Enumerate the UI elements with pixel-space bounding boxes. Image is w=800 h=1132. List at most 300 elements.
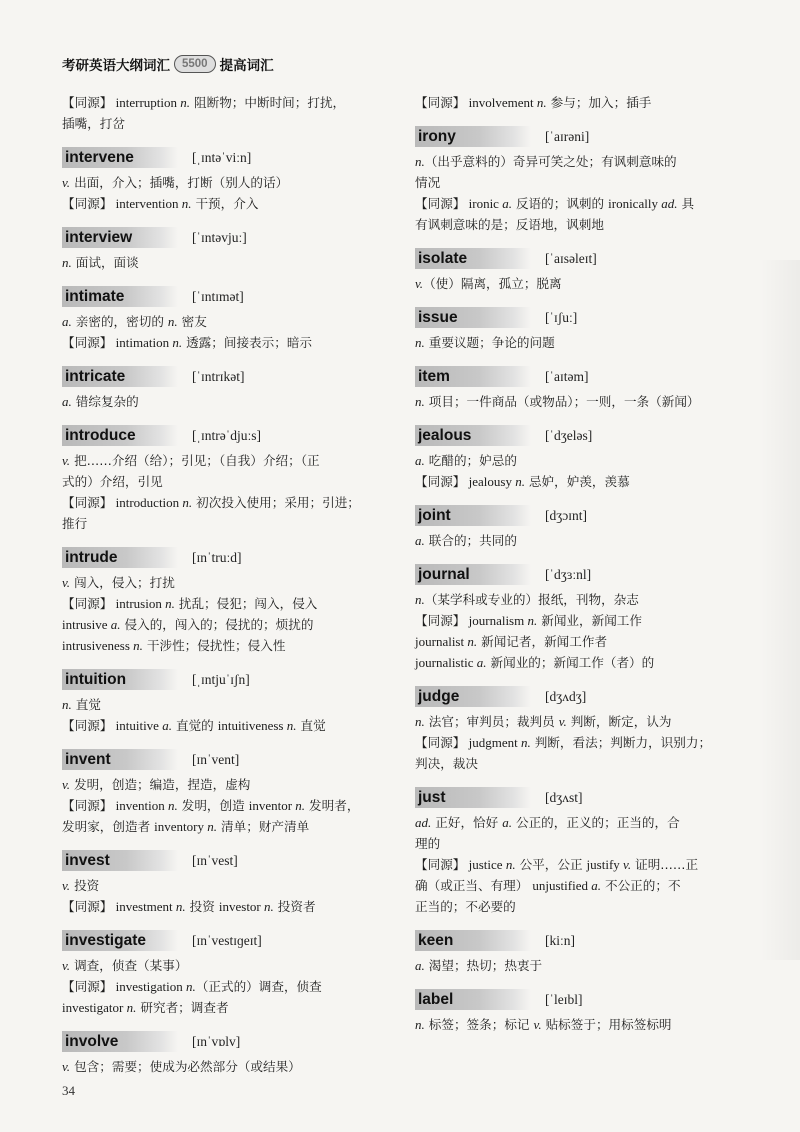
headword: intrude xyxy=(62,547,178,568)
cognate-tag: 【同源】 xyxy=(415,196,466,211)
chinese-gloss: 反语的；讽刺的 xyxy=(511,196,609,211)
headword: invent xyxy=(62,749,178,770)
part-of-speech: n. xyxy=(165,596,175,611)
headword-bar xyxy=(415,365,748,388)
definition-line xyxy=(415,1014,748,1035)
phonetic: [ɪnˈvestɪɡeɪt] xyxy=(192,932,262,948)
english-term: intrusive xyxy=(62,617,111,632)
headword-bar xyxy=(415,504,748,527)
chinese-gloss: 确（或正当、有理） xyxy=(415,878,533,893)
phonetic: [dʒɔɪnt] xyxy=(545,507,587,523)
definition-line xyxy=(62,976,394,997)
chinese-gloss: 判决，裁决 xyxy=(415,756,478,771)
headword: involve xyxy=(62,1031,178,1052)
headword-bar xyxy=(62,748,394,771)
vocab-entry xyxy=(62,146,394,214)
part-of-speech: a. xyxy=(502,196,512,211)
definition-line xyxy=(415,530,748,551)
chinese-gloss: 渴望；热切；热衷于 xyxy=(424,958,543,973)
part-of-speech: v. xyxy=(62,453,71,468)
english-term: investigator xyxy=(62,1000,127,1015)
definition-line xyxy=(62,875,394,896)
chinese-gloss: 公正的，正义的；正当的，合 xyxy=(511,815,680,830)
chinese-gloss: 正好，恰好 xyxy=(431,815,503,830)
definition-line xyxy=(62,92,394,113)
chinese-gloss: 投资 xyxy=(185,899,219,914)
chinese-gloss: 干预，介入 xyxy=(191,196,259,211)
part-of-speech: a. xyxy=(476,655,487,670)
phonetic: [ˈɪʃuː] xyxy=(545,309,578,325)
part-of-speech: a. xyxy=(415,958,425,973)
definition-line xyxy=(415,631,748,652)
headword-bar xyxy=(62,146,394,169)
vocab-entry xyxy=(62,668,394,736)
headword: intuition xyxy=(62,669,178,690)
chinese-gloss: 发明，创造；编造，捏造，虚构 xyxy=(70,777,251,792)
headword-bar xyxy=(415,988,748,1011)
headword: item xyxy=(415,366,531,387)
part-of-speech: a. xyxy=(62,394,72,409)
chinese-gloss: 初次投入使用；采用；引进； xyxy=(192,495,360,510)
part-of-speech: n. xyxy=(181,196,192,211)
phonetic: [ˈɪntɪmət] xyxy=(192,288,244,304)
headword: jealous xyxy=(415,425,531,446)
definition-line xyxy=(415,589,748,610)
definition-line xyxy=(62,332,394,353)
chinese-gloss: 直觉的 xyxy=(171,718,218,733)
cognate-tag: 【同源】 xyxy=(62,718,113,733)
definition-line xyxy=(62,816,394,837)
definition-line xyxy=(415,193,748,214)
part-of-speech: n. xyxy=(515,474,525,489)
definition-line xyxy=(62,694,394,715)
header-title-left: 考研英语大纲词汇 xyxy=(62,58,170,74)
definition-line xyxy=(415,875,748,896)
chinese-gloss: 闯入，侵入；打扰 xyxy=(70,575,175,590)
phonetic: [ˈdʒɜːnl] xyxy=(545,566,592,582)
chinese-gloss: 标签；签条；标记 xyxy=(424,1017,534,1032)
cognate-tag: 【同源】 xyxy=(62,596,113,611)
english-term: judgment xyxy=(465,735,521,750)
phonetic: [ɪnˈvest] xyxy=(192,852,238,868)
part-of-speech: n. xyxy=(62,255,72,270)
english-term: invention xyxy=(112,798,168,813)
headword: investigate xyxy=(62,930,178,951)
part-of-speech: n. xyxy=(467,634,478,649)
phonetic: [ˈdʒeləs] xyxy=(545,427,593,443)
chinese-gloss: 出面，介入；插嘴，打断（别人的话） xyxy=(70,175,289,190)
english-term: intuitiveness xyxy=(217,718,287,733)
phonetic: [ˈaɪsəleɪt] xyxy=(545,250,597,266)
part-of-speech: n. xyxy=(527,613,538,628)
part-of-speech: n. xyxy=(167,798,178,813)
header-badge: 5500 xyxy=(174,55,216,73)
definition-line xyxy=(62,715,394,736)
headword: intricate xyxy=(62,366,178,387)
chinese-gloss: 错综复杂的 xyxy=(71,394,139,409)
vocab-entry xyxy=(62,546,394,656)
definition-line xyxy=(62,997,394,1018)
phonetic: [ɪnˈvɒlv] xyxy=(192,1033,241,1049)
left-column xyxy=(62,92,394,1077)
headword: label xyxy=(415,989,531,1010)
english-term: intuitive xyxy=(112,718,163,733)
english-term: jealousy xyxy=(465,474,516,489)
headword-bar xyxy=(62,1030,394,1053)
part-of-speech: n. xyxy=(415,335,425,350)
definition-line xyxy=(415,332,748,353)
part-of-speech: n. xyxy=(182,495,193,510)
cognate-tag: 【同源】 xyxy=(415,613,466,628)
part-of-speech: n. xyxy=(415,714,425,729)
definition-line xyxy=(62,1056,394,1077)
english-term: unjustified xyxy=(532,878,592,893)
vocab-entry xyxy=(415,365,748,412)
definition-line xyxy=(62,795,394,816)
phonetic: [ˌɪntəˈviːn] xyxy=(192,149,252,165)
chinese-gloss: 投资 xyxy=(70,878,100,893)
phonetic: [ˈɪntəvjuː] xyxy=(192,229,247,245)
part-of-speech: n. xyxy=(415,592,425,607)
chinese-gloss: 贴标签于；用标签标明 xyxy=(541,1017,672,1032)
definition-line xyxy=(62,113,394,134)
headword-bar xyxy=(415,929,748,952)
vocab-entry xyxy=(415,685,748,774)
part-of-speech: n. xyxy=(415,394,425,409)
definition-line xyxy=(62,172,394,193)
cognate-tag: 【同源】 xyxy=(415,735,466,750)
definition-line xyxy=(62,635,394,656)
phonetic: [ɪnˈtruːd] xyxy=(192,549,242,565)
headword-bar xyxy=(415,247,748,270)
vocab-entry xyxy=(62,365,394,412)
definition-line xyxy=(415,812,748,833)
part-of-speech: a. xyxy=(110,617,121,632)
vocab-entry xyxy=(62,424,394,534)
english-term: intrusion xyxy=(112,596,166,611)
chinese-gloss: 亲密的，密切的 xyxy=(71,314,168,329)
definition-line xyxy=(62,492,394,513)
cognate-tag: 【同源】 xyxy=(62,196,113,211)
part-of-speech: a. xyxy=(415,533,425,548)
cognate-tag: 【同源】 xyxy=(415,857,466,872)
english-term: intrusiveness xyxy=(62,638,134,653)
definition-line xyxy=(62,391,394,412)
chinese-gloss: 清单；财产清单 xyxy=(217,819,310,834)
part-of-speech: a. xyxy=(502,815,512,830)
part-of-speech: ad. xyxy=(415,815,432,830)
phonetic: [ɪnˈvent] xyxy=(192,751,240,767)
phonetic: [dʒʌst] xyxy=(545,789,583,805)
part-of-speech: v. xyxy=(62,958,71,973)
part-of-speech: n. xyxy=(175,899,186,914)
vocab-entry xyxy=(415,563,748,673)
english-term: justice xyxy=(465,857,506,872)
part-of-speech: ad. xyxy=(661,196,678,211)
definition-line xyxy=(415,214,748,235)
page-number: 34 xyxy=(62,1083,75,1098)
definition-line xyxy=(415,753,748,774)
part-of-speech: v. xyxy=(62,575,71,590)
part-of-speech: v. xyxy=(533,1017,542,1032)
definition-line xyxy=(62,614,394,635)
chinese-gloss: 直觉 xyxy=(71,697,101,712)
definition-line xyxy=(415,391,748,412)
chinese-gloss: 面试，面谈 xyxy=(71,255,139,270)
part-of-speech: a. xyxy=(162,718,172,733)
vocab-entry xyxy=(62,285,394,353)
english-term: introduction xyxy=(112,495,183,510)
headword-bar xyxy=(415,563,748,586)
chinese-gloss: 推行 xyxy=(62,516,88,531)
phonetic: [ˈaɪrəni] xyxy=(545,128,590,144)
part-of-speech: v. xyxy=(558,714,567,729)
chinese-gloss: 把……介绍（给）；引见；（自我）介绍；（正 xyxy=(70,453,320,468)
chinese-gloss: 投资者 xyxy=(273,899,316,914)
vocab-entry xyxy=(415,247,748,294)
headword: irony xyxy=(415,126,531,147)
definition-line xyxy=(62,193,394,214)
part-of-speech: a. xyxy=(62,314,72,329)
definition-line xyxy=(415,471,748,492)
vocab-entry xyxy=(62,929,394,1018)
cognate-tag: 【同源】 xyxy=(62,979,113,994)
cognate-tag: 【同源】 xyxy=(62,899,113,914)
chinese-gloss: 直觉 xyxy=(296,718,326,733)
definition-line xyxy=(415,450,748,471)
chinese-gloss: 扰乱；侵犯；闯入，侵入 xyxy=(174,596,318,611)
chinese-gloss: （使）隔离，孤立；脱离 xyxy=(423,276,562,291)
definition-line xyxy=(415,172,748,193)
chinese-gloss: 发明家，创造者 xyxy=(62,819,155,834)
headword-bar xyxy=(62,365,394,388)
part-of-speech: n. xyxy=(172,335,183,350)
part-of-speech: v. xyxy=(62,1059,71,1074)
headword-bar xyxy=(62,226,394,249)
english-term: journalism xyxy=(465,613,528,628)
headword-bar xyxy=(62,668,394,691)
definition-line xyxy=(415,732,748,753)
english-term: ironic xyxy=(465,196,503,211)
chinese-gloss: （正式的）调查，侦查 xyxy=(195,979,322,994)
definition-line xyxy=(415,273,748,294)
headword: keen xyxy=(415,930,531,951)
chinese-gloss: 参与；加入；插手 xyxy=(546,95,652,110)
english-term: inventor xyxy=(248,798,296,813)
part-of-speech: v. xyxy=(62,175,71,190)
definition-line xyxy=(62,593,394,614)
english-term: investigation xyxy=(112,979,187,994)
definition-line xyxy=(62,450,394,471)
chinese-gloss: 公平，公正 xyxy=(515,857,587,872)
english-term: investor xyxy=(218,899,265,914)
definition-line xyxy=(62,471,394,492)
definition-line xyxy=(415,711,748,732)
part-of-speech: n. xyxy=(62,697,72,712)
chinese-gloss: 新闻记者，新闻工作者 xyxy=(477,634,608,649)
vocab-entry xyxy=(415,424,748,492)
chinese-gloss: 密友 xyxy=(177,314,207,329)
chinese-gloss: 发明，创造 xyxy=(177,798,249,813)
part-of-speech: n. xyxy=(180,95,191,110)
definition-line xyxy=(415,833,748,854)
part-of-speech: n. xyxy=(536,95,547,110)
chinese-gloss: 发明者， xyxy=(305,798,360,813)
part-of-speech: a. xyxy=(591,878,601,893)
english-term: intervention xyxy=(112,196,182,211)
part-of-speech: n. xyxy=(207,819,217,834)
chinese-gloss: 联合的；共同的 xyxy=(424,533,517,548)
part-of-speech: a. xyxy=(415,453,425,468)
part-of-speech: n. xyxy=(415,154,425,169)
right-column xyxy=(415,92,748,1035)
chinese-gloss: 忌妒，妒羡，羡慕 xyxy=(524,474,630,489)
headword-bar xyxy=(62,929,394,952)
english-term: journalistic xyxy=(415,655,477,670)
chinese-gloss: 侵入的，闯入的；侵扰的；烦扰的 xyxy=(120,617,314,632)
phonetic: [ˈɪntrɪkət] xyxy=(192,368,245,384)
headword-bar xyxy=(415,685,748,708)
definition-line xyxy=(62,513,394,534)
english-term: involvement xyxy=(465,95,537,110)
chinese-gloss: （出乎意料的）奇异可笑之处；有讽刺意味的 xyxy=(424,154,677,169)
chinese-gloss: 理的 xyxy=(415,836,441,851)
phonetic: [ˌɪntjuˈɪʃn] xyxy=(192,671,250,687)
part-of-speech: n. xyxy=(133,638,143,653)
headword: isolate xyxy=(415,248,531,269)
cognate-tag: 【同源】 xyxy=(62,798,113,813)
header-title-right: 提高词汇 xyxy=(219,58,274,74)
chinese-gloss: 式的）介绍，引见 xyxy=(62,474,163,489)
vocab-entry xyxy=(62,1030,394,1077)
headword: interview xyxy=(62,227,178,248)
definition-line xyxy=(62,311,394,332)
headword-bar xyxy=(62,285,394,308)
chinese-gloss: 新闻业，新闻工作 xyxy=(537,613,642,628)
headword: journal xyxy=(415,564,531,585)
definition-line xyxy=(415,652,748,673)
phonetic: [dʒʌdʒ] xyxy=(545,688,587,704)
chinese-gloss: 有讽刺意味的是；反语地，讽刺地 xyxy=(415,217,604,232)
english-term: justify xyxy=(586,857,624,872)
definition-line xyxy=(415,896,748,917)
chinese-gloss: 法官；审判员；裁判员 xyxy=(424,714,559,729)
part-of-speech: n. xyxy=(126,1000,137,1015)
cognate-tag: 【同源】 xyxy=(415,474,466,489)
part-of-speech: n. xyxy=(264,899,274,914)
english-term: investment xyxy=(112,899,176,914)
headword: joint xyxy=(415,505,531,526)
phonetic: [ˈaɪtəm] xyxy=(545,368,589,384)
chinese-gloss: 插嘴，打岔 xyxy=(62,116,125,131)
part-of-speech: n. xyxy=(505,857,516,872)
chinese-gloss: 调查，侦查（某事） xyxy=(70,958,188,973)
english-term: intimation xyxy=(112,335,173,350)
part-of-speech: n. xyxy=(167,314,178,329)
part-of-speech: v. xyxy=(62,777,71,792)
phonetic: [ˈleɪbl] xyxy=(545,991,583,1007)
headword-bar xyxy=(62,849,394,872)
english-term: inventory xyxy=(154,819,208,834)
chinese-gloss: 项目；一件商品（或物品）；一则，一条（新闻） xyxy=(424,394,700,409)
definition-line xyxy=(415,854,748,875)
definition-line xyxy=(62,955,394,976)
headword: invest xyxy=(62,850,178,871)
chinese-gloss: 包含；需要；使成为必然部分（或结果） xyxy=(70,1059,301,1074)
chinese-gloss: 吃醋的；妒忌的 xyxy=(424,453,517,468)
headword-bar xyxy=(415,306,748,329)
chinese-gloss: 情况 xyxy=(415,175,441,190)
part-of-speech: n. xyxy=(295,798,306,813)
part-of-speech: n. xyxy=(186,979,196,994)
chinese-gloss: （某学科或专业的）报纸，刊物，杂志 xyxy=(424,592,639,607)
chinese-gloss: 研究者；调查者 xyxy=(136,1000,229,1015)
vocab-entry xyxy=(62,226,394,273)
chinese-gloss: 透露；间接表示；暗示 xyxy=(182,335,313,350)
definition-line xyxy=(415,610,748,631)
vocab-entry xyxy=(62,849,394,917)
definition-line xyxy=(415,151,748,172)
headword: intervene xyxy=(62,147,178,168)
chinese-gloss: 新闻业的；新闻工作（者）的 xyxy=(486,655,655,670)
chinese-gloss: 证明……正 xyxy=(631,857,699,872)
headword-bar xyxy=(415,424,748,447)
cognate-tag: 【同源】 xyxy=(62,95,113,110)
headword-bar xyxy=(415,786,748,809)
part-of-speech: v. xyxy=(623,857,632,872)
chinese-gloss: 阻断物；中断时间；打扰， xyxy=(190,95,346,110)
definition-line xyxy=(415,955,748,976)
definition-line xyxy=(415,92,748,113)
cognate-tag: 【同源】 xyxy=(415,95,466,110)
definition-line xyxy=(62,774,394,795)
headword: judge xyxy=(415,686,531,707)
chinese-gloss: 干涉性；侵扰性；侵入性 xyxy=(142,638,286,653)
vocab-entry xyxy=(415,306,748,353)
chinese-gloss: 判断，看法；判断力，识别力； xyxy=(530,735,712,750)
chinese-gloss: 重要议题；争论的问题 xyxy=(424,335,555,350)
headword: introduce xyxy=(62,425,178,446)
english-term: interruption xyxy=(112,95,181,110)
chinese-gloss: 判断，断定，认为 xyxy=(566,714,672,729)
headword-bar xyxy=(62,424,394,447)
vocab-entry xyxy=(62,748,394,837)
english-term: journalist xyxy=(415,634,468,649)
running-header xyxy=(62,54,274,74)
part-of-speech: n. xyxy=(415,1017,425,1032)
part-of-speech: v. xyxy=(62,878,71,893)
chinese-gloss: 不公正的；不 xyxy=(600,878,681,893)
part-of-speech: n. xyxy=(520,735,531,750)
headword-bar xyxy=(62,546,394,569)
definition-line xyxy=(62,896,394,917)
part-of-speech: n. xyxy=(286,718,297,733)
headword: issue xyxy=(415,307,531,328)
cognate-tag: 【同源】 xyxy=(62,335,113,350)
english-term: ironically xyxy=(608,196,662,211)
definition-line xyxy=(62,572,394,593)
scan-shadow xyxy=(760,260,800,960)
headword-bar xyxy=(415,125,748,148)
part-of-speech: v. xyxy=(415,276,424,291)
cognate-tag: 【同源】 xyxy=(62,495,113,510)
vocab-entry xyxy=(415,504,748,551)
vocab-entry xyxy=(415,929,748,976)
phonetic: [kiːn] xyxy=(545,932,575,948)
vocab-entry xyxy=(415,125,748,235)
chinese-gloss: 具 xyxy=(677,196,695,211)
chinese-gloss: 正当的；不必要的 xyxy=(415,899,516,914)
